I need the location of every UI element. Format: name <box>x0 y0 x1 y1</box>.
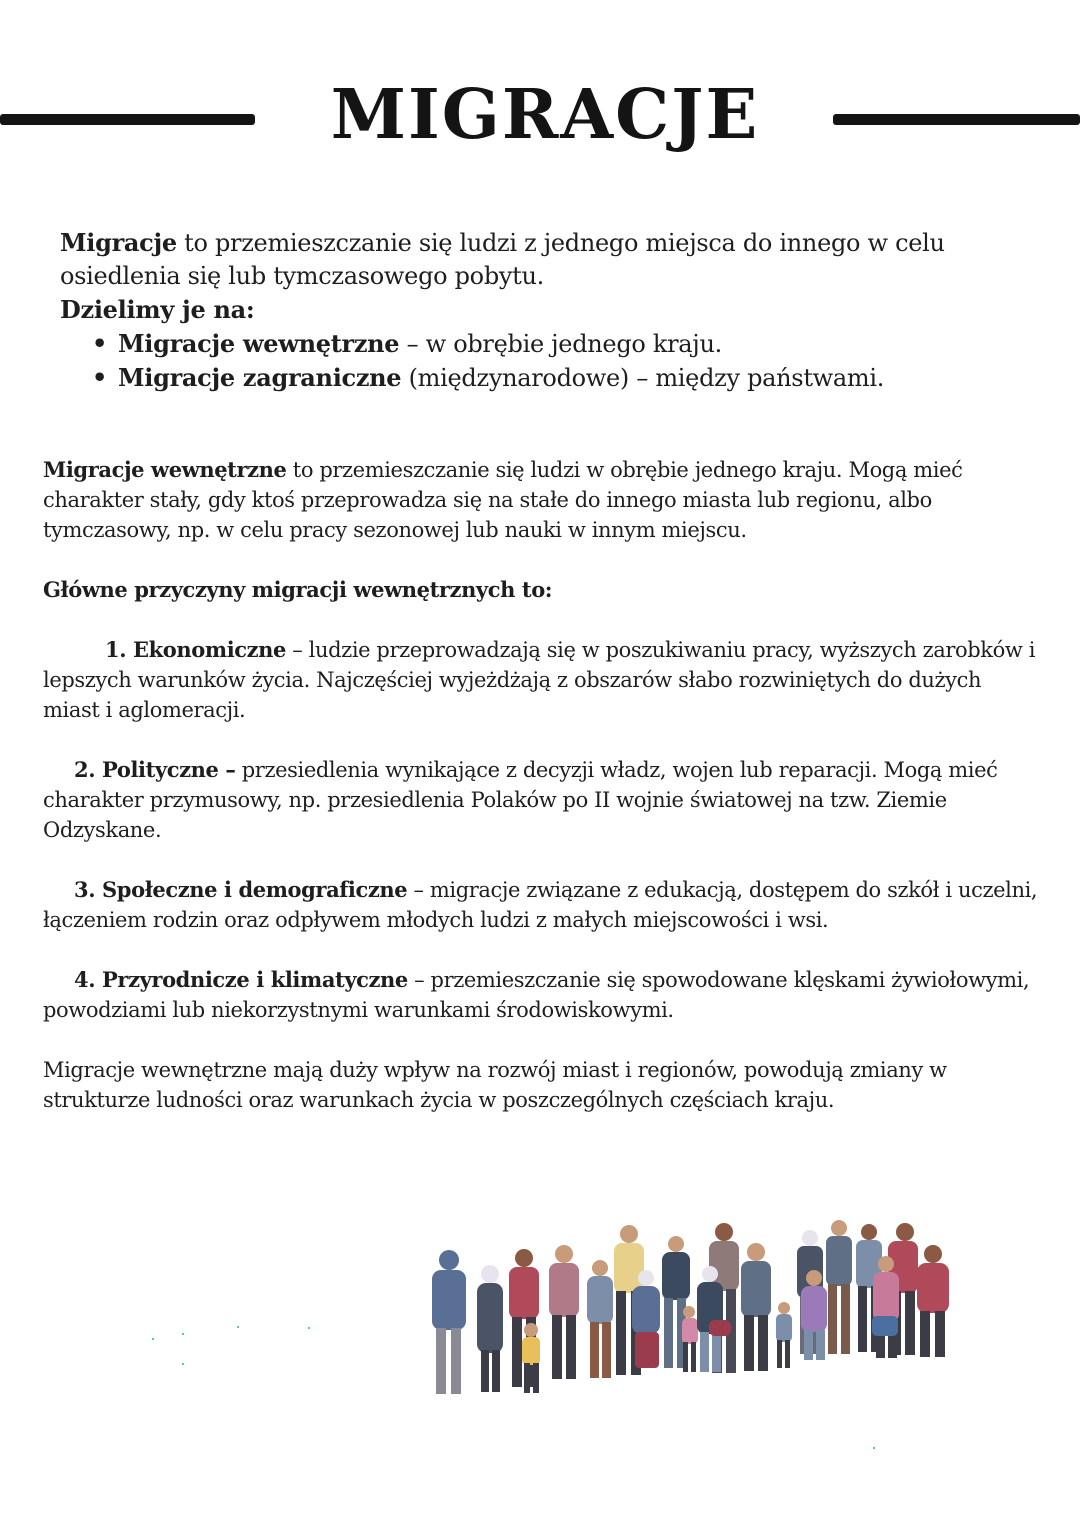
bullet-term: Migracje zagraniczne <box>118 363 402 392</box>
divide-heading: Dzielimy je na: <box>60 295 255 324</box>
decorative-dot <box>152 1338 154 1340</box>
causes-heading: Główne przyczyny migracji wewnętrznych to: <box>43 577 553 602</box>
decorative-dot <box>308 1327 310 1329</box>
list-item <box>118 327 1040 361</box>
migration-types-list <box>60 327 1040 395</box>
page-title: MIGRACJE <box>330 75 760 155</box>
cause-text: – przemieszczanie się spowodowane klęskami żywiołowymi, powodziami lub niekorzystnymi warunkami środowiskowymi. <box>43 968 1030 1022</box>
definition-term: Migracje <box>60 228 177 257</box>
cause-economic <box>43 635 1043 725</box>
migrants-group-illustration <box>424 1212 969 1402</box>
cause-text: przesiedlenia wynikające z decyzji władz, wojen lub reparacji. Mogą mieć charakter przymusowy, np. przesiedlenia Polaków po II wojnie światowej na tzw. Ziemie Odzyskane. <box>43 758 998 842</box>
cause-social <box>43 875 1043 935</box>
bullet-text: (międzynarodowe) – między państwami. <box>401 364 885 392</box>
internal-migration-section <box>43 455 1043 1115</box>
definition <box>60 226 1040 293</box>
person-figure <box>432 1220 949 1394</box>
definition-text: to przemieszczanie się ludzi z jednego miejsca do innego w celu osiedlenia się lub tymczasowego pobytu. <box>60 229 945 290</box>
decorative-dot <box>237 1326 239 1328</box>
cause-text: – ludzie przeprowadzają się w poszukiwaniu pracy, wyższych zarobków i lepszych warunków życia. Najczęściej wyjeżdżają z obszarów słabo rozwiniętych do dużych miast i aglomeracji. <box>43 638 1036 722</box>
internal-text: to przemieszczanie się ludzi w obrębie jednego kraju. Mogą mieć charakter stały, gdy ktoś przeprowadza się na stałe do innego miasta lub regionu, albo tymczasowy, np. w celu pracy sezonowej lub nauki w innym miejscu. <box>43 458 963 542</box>
cause-political <box>43 755 1043 845</box>
conclusion: Migracje wewnętrzne mają duży wpływ na rozwój miast i regionów, powodują zmiany w strukturze ludności oraz warunkach życia w poszczególnych częściach kraju. <box>43 1058 947 1112</box>
cause-natural <box>43 965 1043 1025</box>
cause-term: 2. Polityczne – <box>74 757 236 782</box>
bullet-term: Migracje wewnętrzne <box>118 329 400 358</box>
decorative-dot <box>182 1363 184 1365</box>
cause-term: 3. Społeczne i demograficzne <box>74 877 408 902</box>
list-item <box>118 361 1040 395</box>
cause-term: 1. Ekonomiczne <box>105 637 287 662</box>
title-rule-left <box>0 114 255 125</box>
intro-section <box>60 226 1040 395</box>
cause-text: – migracje związane z edukacją, dostępem do szkół i uczelni, łączeniem rodzin oraz odpływem młodych ludzi z małych miejscowości i wsi. <box>43 878 1038 932</box>
bullet-text: – w obrębie jednego kraju. <box>399 330 722 358</box>
decorative-dot <box>873 1447 875 1449</box>
title-rule-right <box>833 114 1080 125</box>
internal-term: Migracje wewnętrzne <box>43 457 287 482</box>
cause-term: 4. Przyrodnicze i klimatyczne <box>74 967 408 992</box>
internal-definition <box>43 455 1043 545</box>
decorative-dot <box>182 1333 184 1335</box>
